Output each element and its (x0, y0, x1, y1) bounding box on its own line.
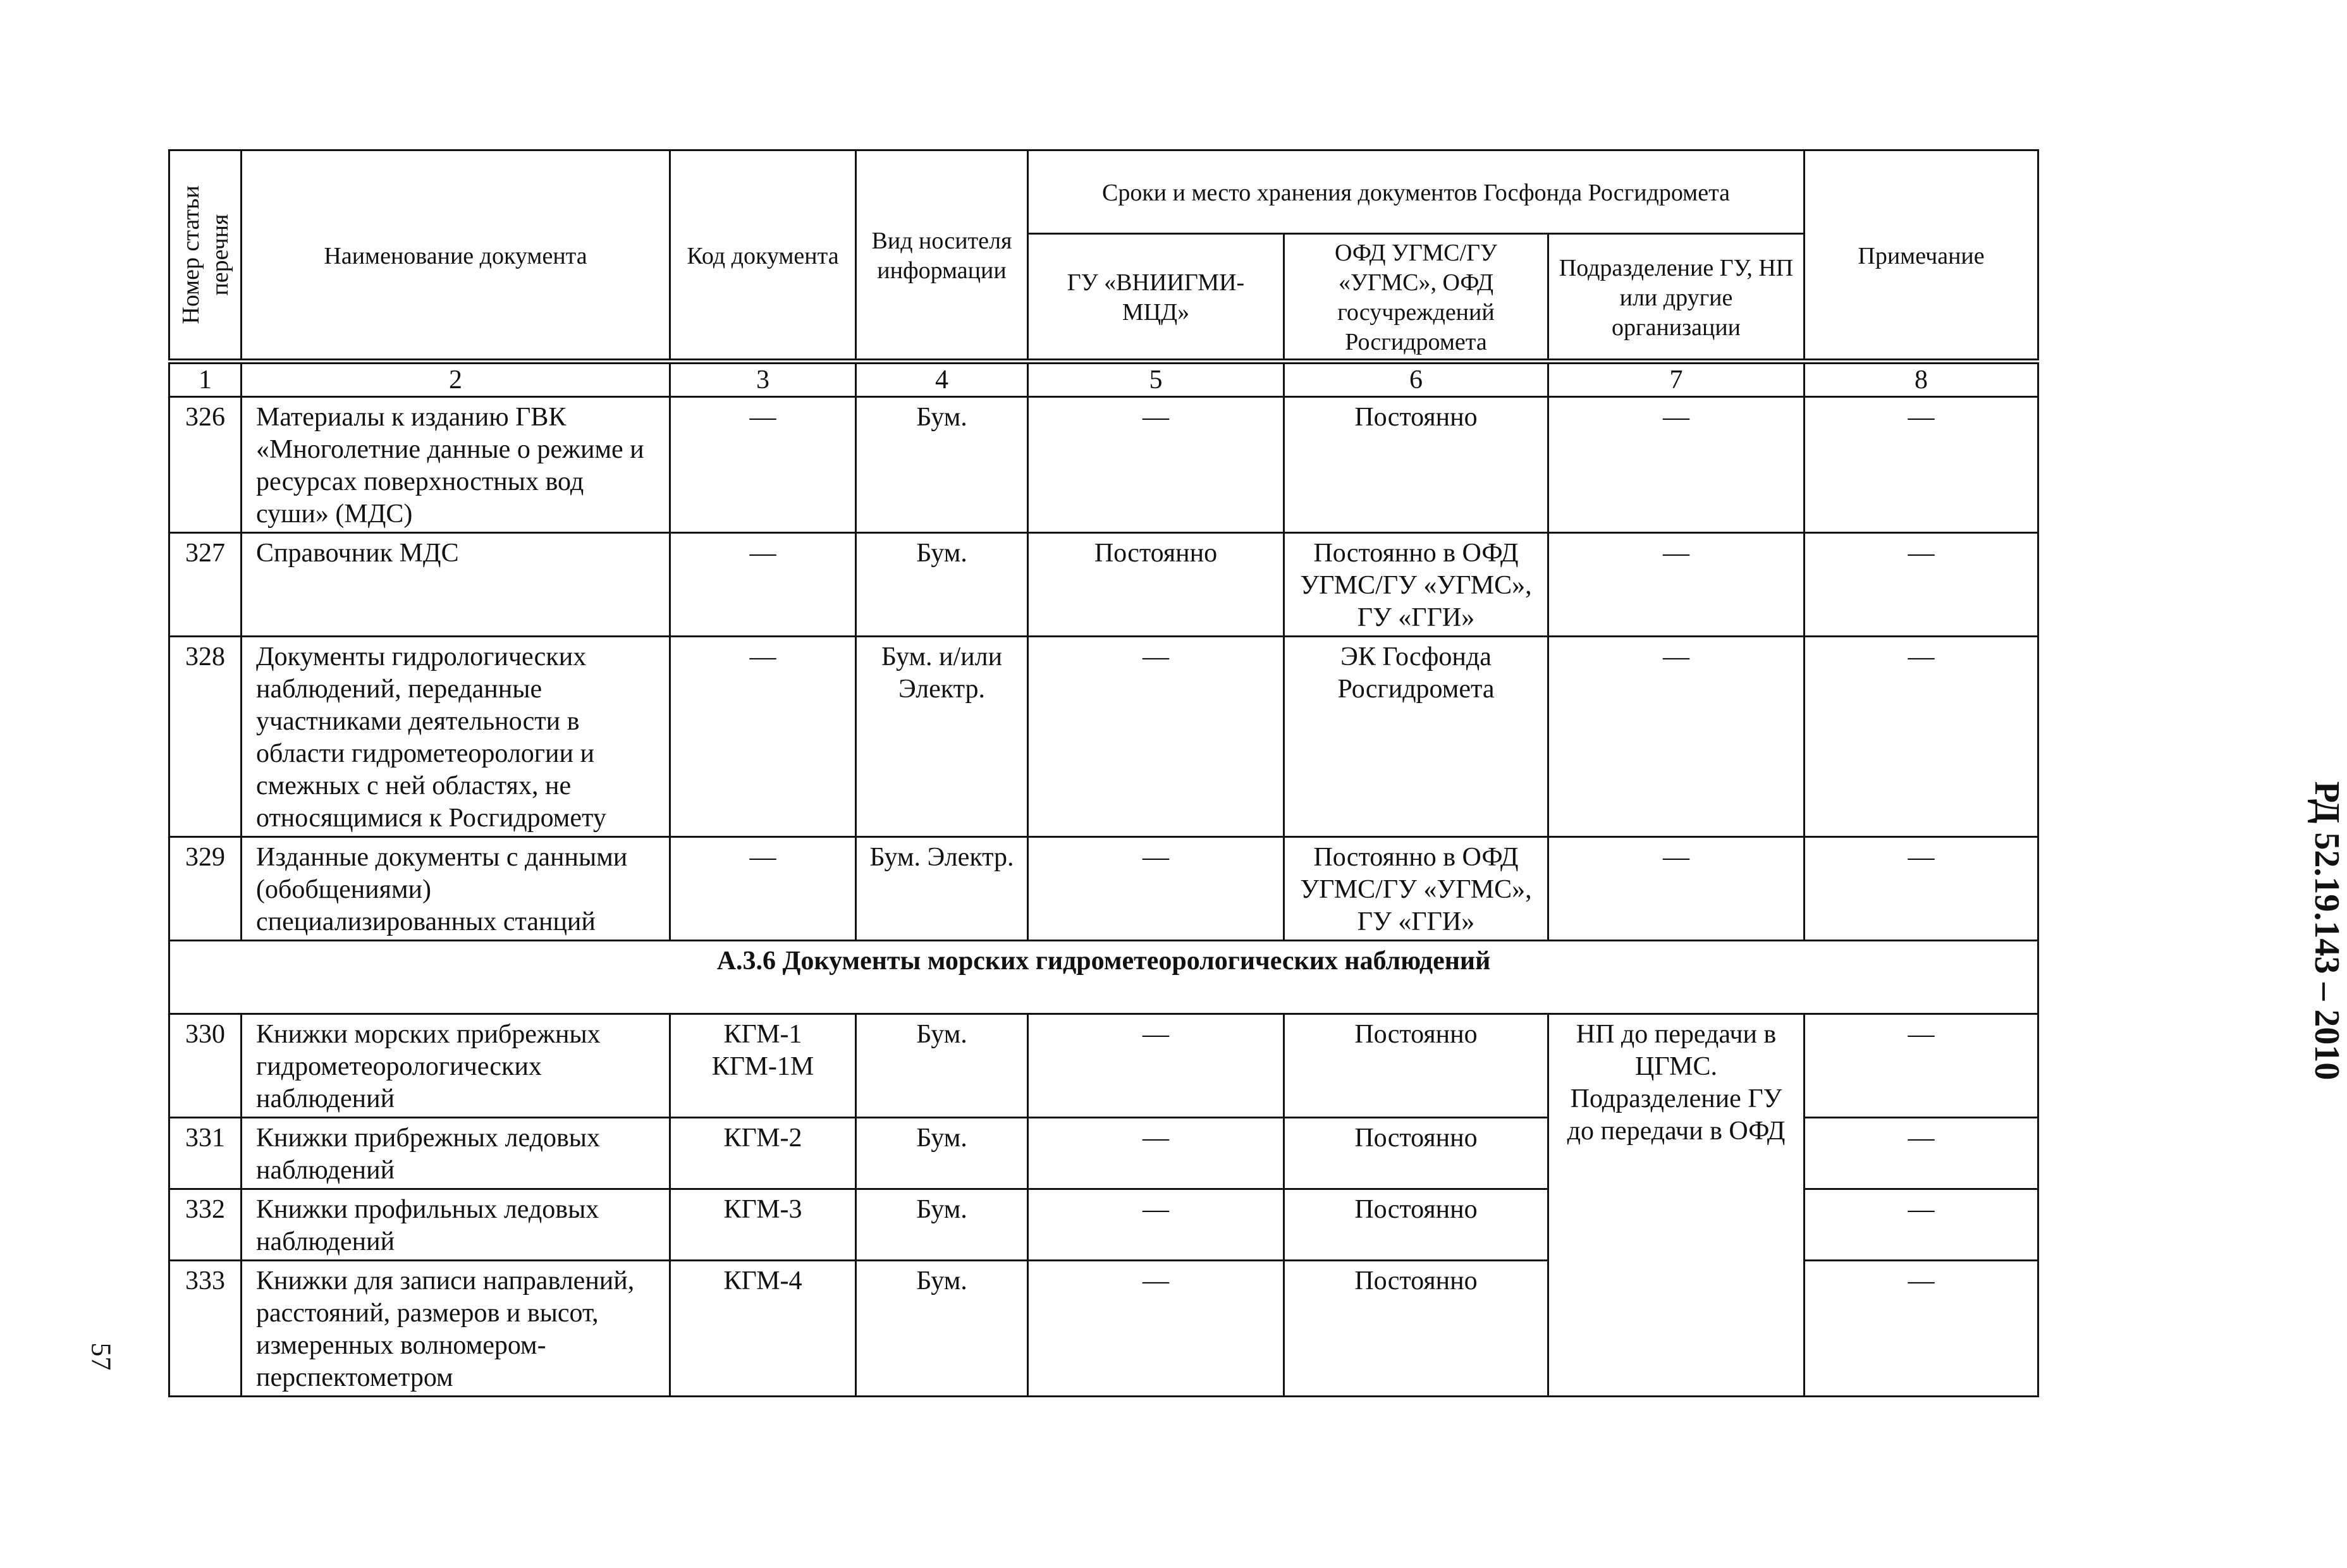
index-cell: 2 (242, 362, 670, 397)
row-name: Документы гидрологических наблюдений, переданные участниками деятельности в области гидрометеорологии и смежных с ней областях, не относящимися к Росгидромету (242, 637, 670, 837)
row-note: — (1805, 1014, 2038, 1118)
row-ofd: Постоянно (1284, 397, 1548, 533)
row-gu: — (1028, 1118, 1284, 1189)
header-media: Вид носителя информации (856, 150, 1028, 362)
index-cell: 6 (1284, 362, 1548, 397)
row-media: Бум. (856, 1014, 1028, 1118)
row-ofd: ЭК Госфонда Росгидромета (1284, 637, 1548, 837)
row-name: Материалы к изданию ГВК «Многолетние данные о режиме и ресурсах поверхностных вод суши» (МДС) (242, 397, 670, 533)
row-name: Изданные документы с данными (обобщениями) специализированных станций (242, 837, 670, 941)
merged-subdivision-note: НП до передачи в ЦГМС. Подразделение ГУ до передачи в ОФД (1548, 1014, 1805, 1397)
header-ofd: ОФД УГМС/ГУ «УГМС», ОФД госучреждений Росгидромета (1284, 234, 1548, 362)
row-number: 333 (169, 1261, 242, 1397)
table-row (169, 837, 2038, 941)
index-cell: 3 (670, 362, 856, 397)
row-note: — (1805, 837, 2038, 941)
table-row (169, 397, 2038, 533)
table-row (169, 637, 2038, 837)
row-gu: — (1028, 1189, 1284, 1261)
row-number: 329 (169, 837, 242, 941)
row-number: 330 (169, 1014, 242, 1118)
row-media: Бум. (856, 533, 1028, 637)
row-number: 328 (169, 637, 242, 837)
row-name: Книжки профильных ледовых наблюдений (242, 1189, 670, 1261)
row-media: Бум. и/или Электр. (856, 637, 1028, 837)
table-row (169, 1014, 2038, 1118)
row-note: — (1805, 533, 2038, 637)
row-name: Книжки морских прибрежных гидрометеорологических наблюдений (242, 1014, 670, 1118)
section-row (169, 941, 2038, 1014)
row-gu: — (1028, 637, 1284, 837)
row-note: — (1805, 1261, 2038, 1397)
index-cell: 1 (169, 362, 242, 397)
page-number: 57 (85, 1342, 117, 1371)
header-num: Номер статьи перечня (169, 150, 242, 362)
row-number: 331 (169, 1118, 242, 1189)
row-number: 327 (169, 533, 242, 637)
row-subdivision: — (1548, 397, 1805, 533)
index-cell: 7 (1548, 362, 1805, 397)
row-note: — (1805, 637, 2038, 837)
document-code: РД 52.19.143 – 2010 (2307, 781, 2346, 1081)
row-ofd: Постоянно (1284, 1118, 1548, 1189)
row-media: Бум. (856, 1118, 1028, 1189)
row-gu: — (1028, 397, 1284, 533)
row-media: Бум. (856, 1261, 1028, 1397)
row-code: — (670, 397, 856, 533)
row-name: Книжки прибрежных ледовых наблюдений (242, 1118, 670, 1189)
records-table (168, 149, 2039, 1397)
table-row (169, 533, 2038, 637)
header-subdivision: Подразделение ГУ, НП или другие организации (1548, 234, 1805, 362)
index-cell: 5 (1028, 362, 1284, 397)
index-cell: 4 (856, 362, 1028, 397)
row-name: Справочник МДС (242, 533, 670, 637)
row-ofd: Постоянно (1284, 1189, 1548, 1261)
row-code: — (670, 637, 856, 837)
header-code: Код документа (670, 150, 856, 362)
section-title: А.3.6 Документы морских гидрометеорологических наблюдений (169, 941, 2038, 1014)
row-note: — (1805, 397, 2038, 533)
row-number: 332 (169, 1189, 242, 1261)
row-subdivision: — (1548, 533, 1805, 637)
row-number: 326 (169, 397, 242, 533)
row-ofd: Постоянно в ОФД УГМС/ГУ «УГМС», ГУ «ГГИ» (1284, 837, 1548, 941)
row-subdivision: — (1548, 637, 1805, 837)
row-gu: — (1028, 1261, 1284, 1397)
row-ofd: Постоянно в ОФД УГМС/ГУ «УГМС», ГУ «ГГИ» (1284, 533, 1548, 637)
header-name: Наименование документа (242, 150, 670, 362)
row-code: — (670, 533, 856, 637)
row-note: — (1805, 1189, 2038, 1261)
row-media: Бум. (856, 1189, 1028, 1261)
row-note: — (1805, 1118, 2038, 1189)
header-gu: ГУ «ВНИИГМИ-МЦД» (1028, 234, 1284, 362)
index-cell: 8 (1805, 362, 2038, 397)
row-code: — (670, 837, 856, 941)
row-ofd: Постоянно (1284, 1014, 1548, 1118)
row-subdivision: — (1548, 837, 1805, 941)
row-code: КГМ-4 (670, 1261, 856, 1397)
row-code: КГМ-1 КГМ-1М (670, 1014, 856, 1118)
row-name: Книжки для записи направлений, расстояний, размеров и высот, измеренных волномером-перспектометром (242, 1261, 670, 1397)
row-gu: — (1028, 837, 1284, 941)
header-storage-group: Сроки и место хранения документов Госфонда Росгидромета (1028, 150, 1805, 234)
row-gu: Постоянно (1028, 533, 1284, 637)
row-media: Бум. Электр. (856, 837, 1028, 941)
row-code: КГМ-2 (670, 1118, 856, 1189)
row-gu: — (1028, 1014, 1284, 1118)
row-code: КГМ-3 (670, 1189, 856, 1261)
row-ofd: Постоянно (1284, 1261, 1548, 1397)
header-note: Примечание (1805, 150, 2038, 362)
row-media: Бум. (856, 397, 1028, 533)
